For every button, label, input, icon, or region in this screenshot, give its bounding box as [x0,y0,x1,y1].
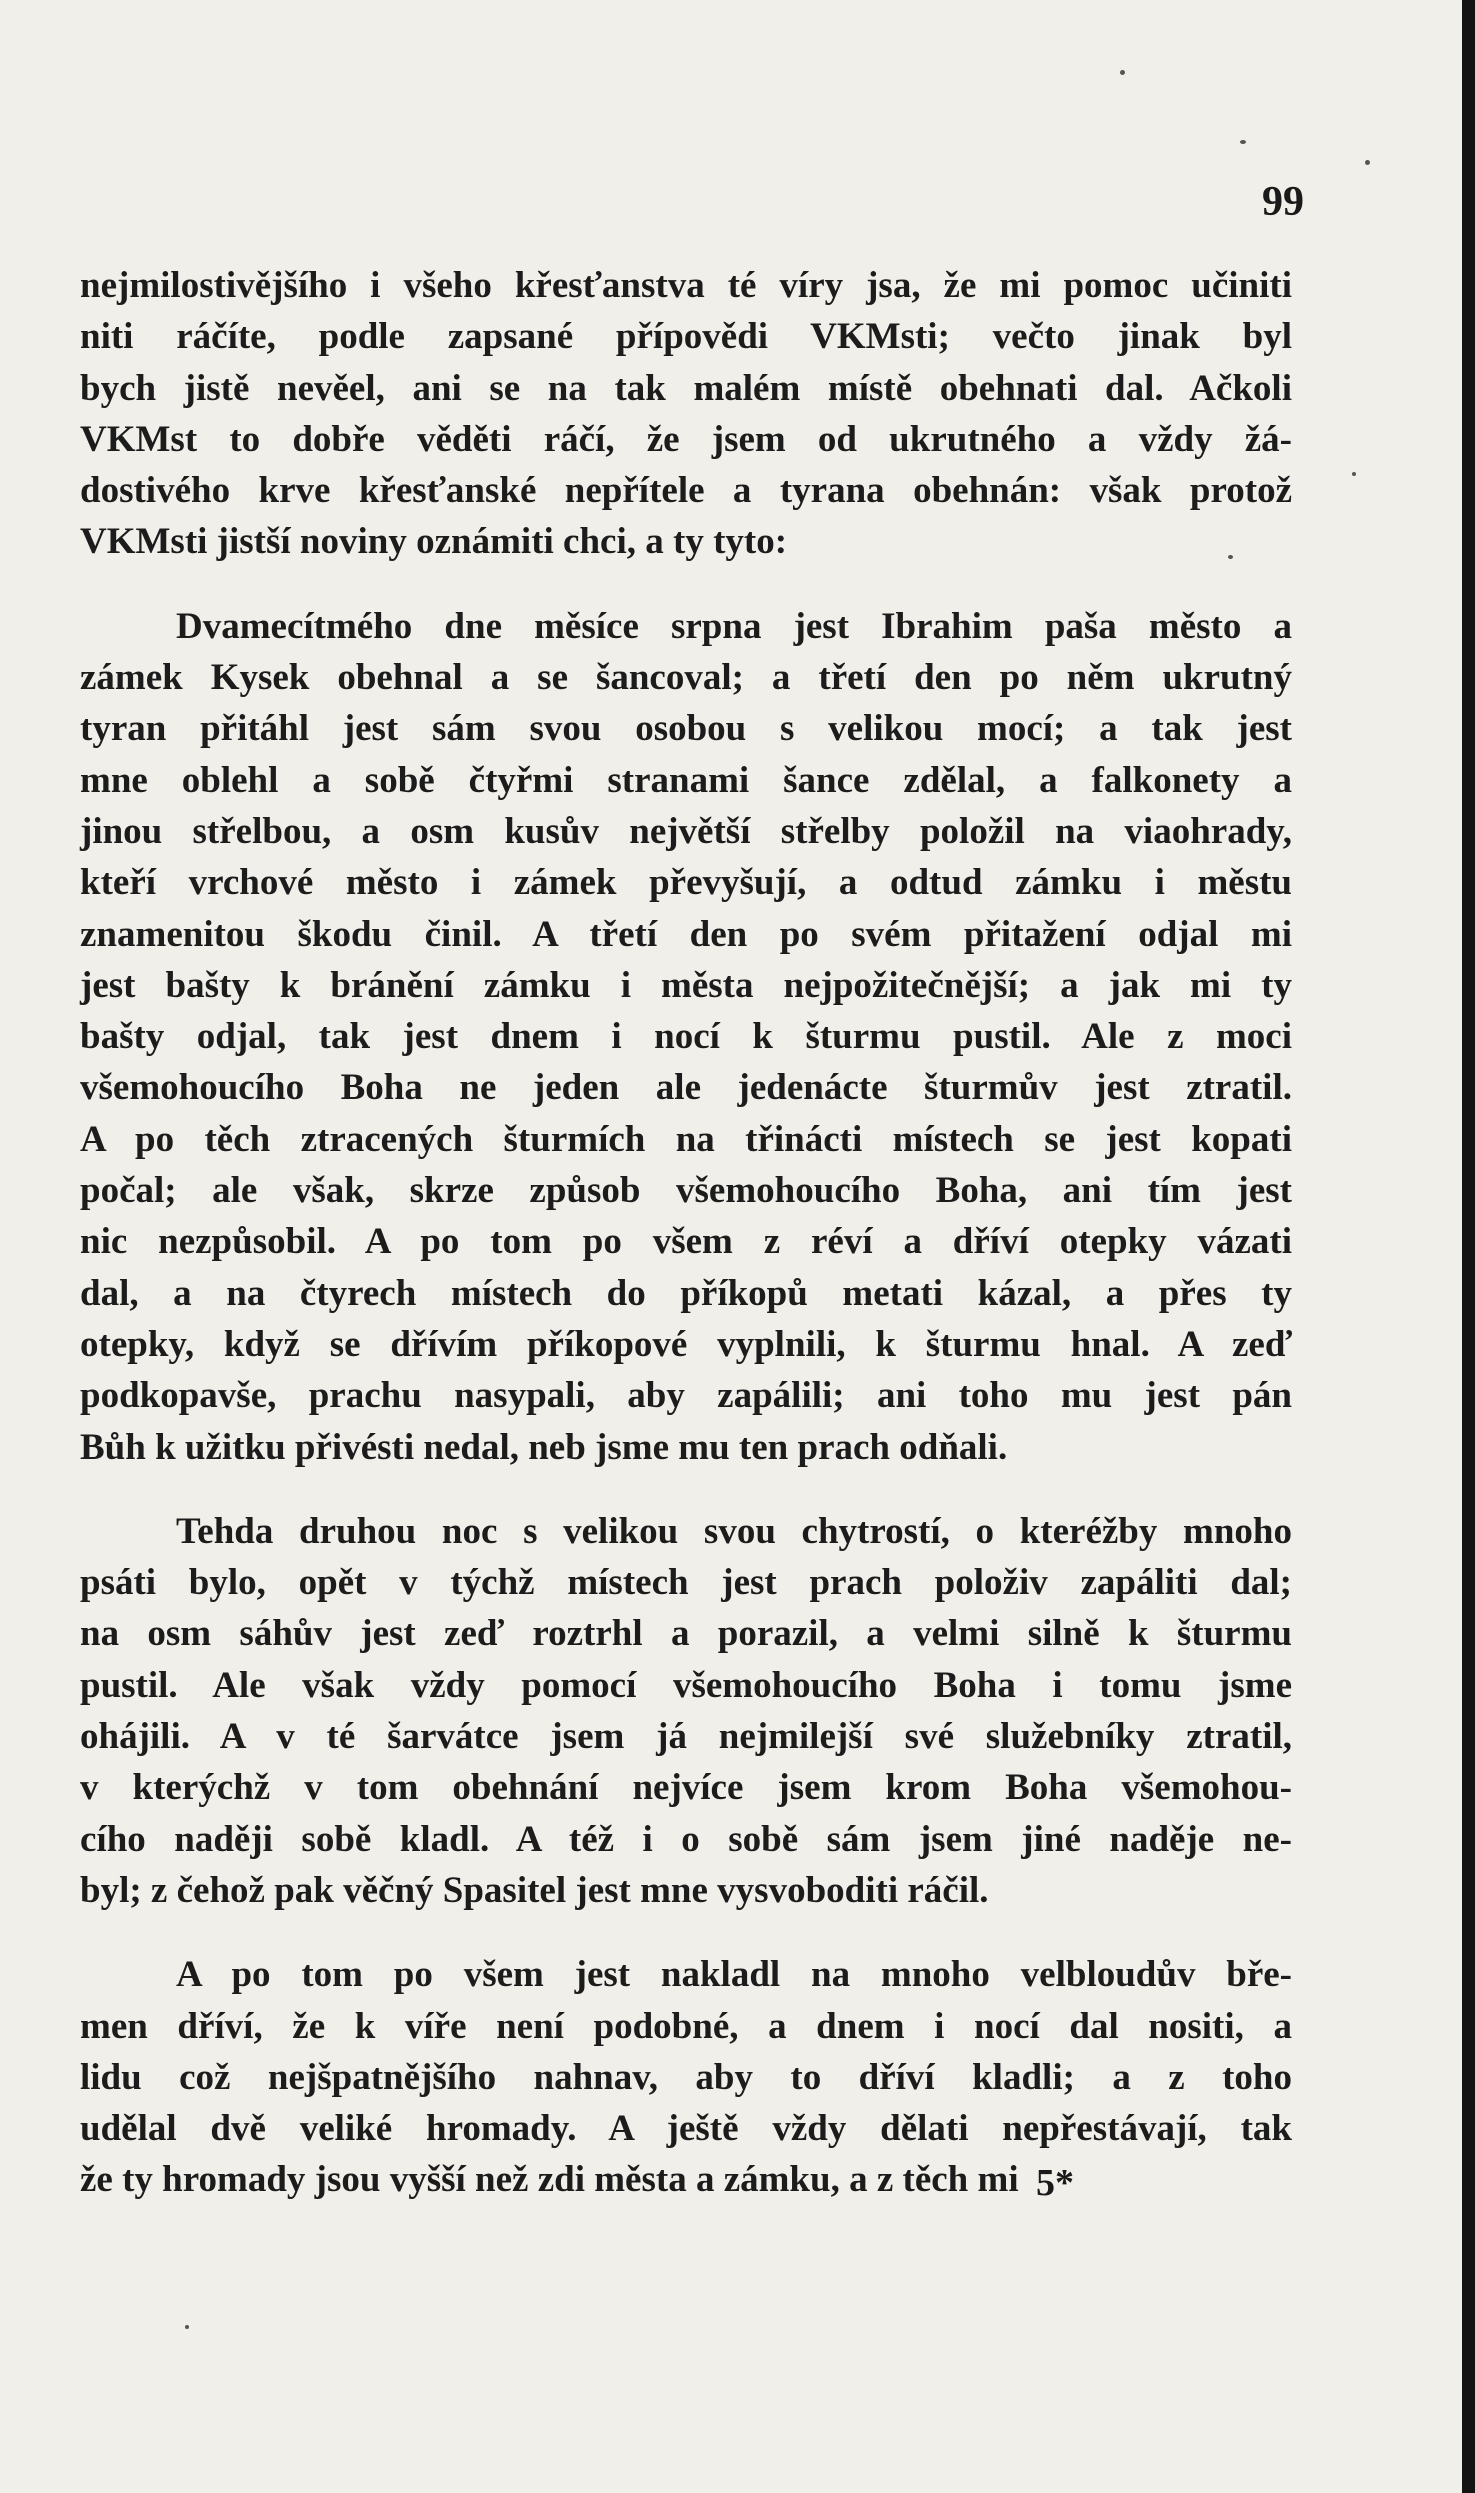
text-line: Bůh k užitku přivésti nedal, neb jsme mu ten prach odňali. [80,1426,1008,1468]
text-line: v kterýchž v tom obehnání nejvíce jsem krom Boha všemohou- [80,1767,1292,1809]
text-line: VKMsti jistší noviny oznámiti chci, a ty tyto: [80,521,788,563]
text-line: bašty odjal, tak jest dnem i nocí k šturmu pustil. Ale z moci [80,1016,1292,1058]
text-line: zámek Kysek obehnal a se šancoval; a třetí den po něm ukrutný [80,657,1292,699]
text-line: men dříví, že k víře není podobné, a dnem i nocí dal nositi, a [80,2005,1292,2047]
text-line: dostivého krve křesťanské nepřítele a tyrana obehnán: však protož [80,470,1292,512]
text-line: jinou střelbou, a osm kusův největší střelby položil na viaohrady, [80,810,1292,852]
text-line: pustil. Ale však vždy pomocí všemohoucího Boha i tomu jsme [80,1664,1292,1706]
ink-speck [1228,555,1233,559]
text-line: podkopavše, prachu nasypali, aby zapálili; ani toho mu jest pán [80,1375,1292,1417]
paragraph-gap [80,568,1292,601]
text-line: všemohoucího Boha ne jeden ale jedenácte šturmův jest ztratil. [80,1067,1292,1109]
text-line: ohájili. A v té šarvátce jsem já nejmilejší své služebníky ztratil, [80,1716,1292,1758]
text-line: dal, a na čtyrech místech do příkopů metati kázal, a přes ty [80,1272,1292,1314]
text-line: na osm sáhův jest zeď roztrhl a porazil, a velmi silně k šturmu [80,1613,1292,1655]
paragraph-gap [80,1473,1292,1506]
ink-speck [1365,160,1370,165]
ink-speck [1352,472,1356,476]
text-line: bych jistě nevěel, ani se na tak malém místě obehnati dal. Ačkoli [80,367,1292,409]
text-line: kteří vrchové město i zámek převyšují, a odtud zámku i městu [80,862,1292,904]
ink-speck [1120,70,1125,75]
text-line: A po těch ztracených šturmích na třinácti místech se jest kopati [80,1118,1292,1160]
text-line: nic nezpůsobil. A po tom po všem z réví a dříví otepky vázati [80,1221,1292,1263]
page-edge [1462,0,1475,2493]
text-line: cího naději sobě kladl. A též i o sobě sám jsem jiné naděje ne- [80,1818,1292,1860]
text-line: lidu což nejšpatnějšího nahnav, aby to dříví kladli; a z toho [80,2056,1292,2098]
text-line: otepky, když se dřívím příkopové vyplnili, k šturmu hnal. A zeď [80,1323,1292,1365]
page-number: 99 [1262,179,1304,225]
text-line: počal; ale však, skrze způsob všemohoucího Boha, ani tím jest [80,1170,1292,1212]
paragraph-gap [80,1916,1292,1949]
text-line: Dvamecítmého dne měsíce srpna jest Ibrahim paša město a [176,605,1292,647]
text-line: VKMst to dobře věděti ráčí, že jsem od ukrutného a vždy žá- [80,418,1292,460]
text-line: znamenitou škodu činil. A třetí den po svém přitažení odjal mi [80,913,1292,955]
paragraph [80,601,1292,1473]
text-line: A po tom po všem jest nakladl na mnoho velbloudův bře- [176,1954,1292,1996]
signature-mark: 5* [1036,2162,1074,2204]
text-line: Tehda druhou noc s velikou svou chytrostí, o kteréžby mnoho [176,1510,1292,1552]
ink-speck [185,2325,189,2329]
paragraph [80,260,1292,568]
text-line: udělal dvě veliké hromady. A ještě vždy dělati nepřestávají, tak [80,2108,1292,2150]
body-text [80,260,1292,2206]
text-line: jest bašty k bránění zámku i města nejpožitečnější; a jak mi ty [80,964,1292,1006]
paragraph [80,1949,1292,2205]
text-line: byl; z čehož pak věčný Spasitel jest mne vysvoboditi ráčil. [80,1869,989,1911]
ink-speck [1240,140,1246,144]
text-line: psáti bylo, opět v týchž místech jest prach položiv zapáliti dal; [80,1562,1292,1604]
text-line: niti ráčíte, podle zapsané přípovědi VKMsti; večto jinak byl [80,316,1292,358]
text-line: nejmilostivějšího i všeho křesťanstva té víry jsa, že mi pomoc učiniti [80,265,1292,306]
text-line: že ty hromady jsou vyšší než zdi města a zámku, a z těch mi [80,2159,1019,2201]
text-line: mne oblehl a sobě čtyřmi stranami šance zdělal, a falkonety a [80,759,1292,801]
text-line: tyran přitáhl jest sám svou osobou s velikou mocí; a tak jest [80,708,1292,750]
paragraph [80,1506,1292,1916]
